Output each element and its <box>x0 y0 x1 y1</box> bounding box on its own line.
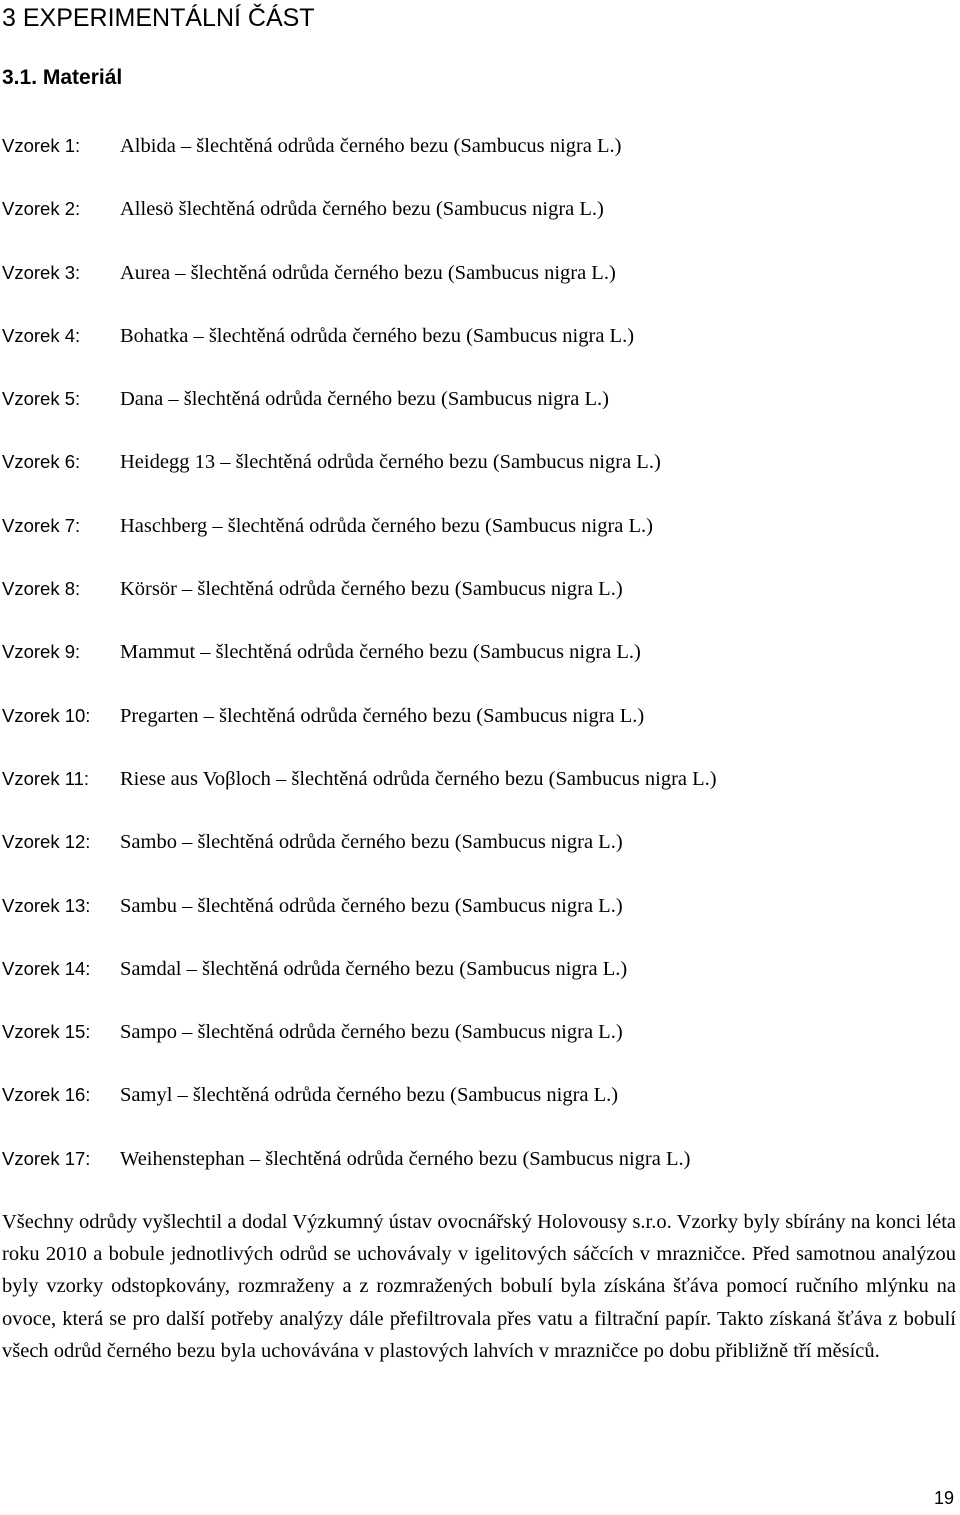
sample-item <box>2 574 952 637</box>
sample-item <box>2 891 952 954</box>
sample-item <box>2 447 952 510</box>
sample-label: Vzorek 4: <box>2 324 81 346</box>
sample-description: Sampo – šlechtěná odrůda černého bezu (Sambucus nigra L.) <box>120 1021 623 1044</box>
sample-item <box>2 194 952 257</box>
sample-description: Aurea – šlechtěná odrůda černého bezu (Sambucus nigra L.) <box>120 261 616 284</box>
sample-description: Körsör – šlechtěná odrůda černého bezu (Sambucus nigra L.) <box>120 578 623 601</box>
section-title: 3.1. Materiál <box>2 66 123 89</box>
sample-item <box>2 384 952 447</box>
sample-description: Samdal – šlechtěná odrůda černého bezu (Sambucus nigra L.) <box>120 957 628 980</box>
sample-item <box>2 131 952 194</box>
sample-label: Vzorek 13: <box>2 894 91 916</box>
sample-label: Vzorek 12: <box>2 831 91 853</box>
sample-label: Vzorek 2: <box>2 198 81 220</box>
sample-label: Vzorek 7: <box>2 514 81 536</box>
sample-description: Albida – šlechtěná odrůda černého bezu (Sambucus nigra L.) <box>120 135 622 157</box>
page-number: 19 <box>933 1488 954 1508</box>
sample-description: Allesö šlechtěná odrůda černého bezu (Sambucus nigra L.) <box>120 198 604 221</box>
sample-description: Weihenstephan – šlechtěná odrůda černého bezu (Sambucus nigra L.) <box>120 1147 691 1170</box>
sample-label: Vzorek 11: <box>2 767 90 789</box>
sample-item <box>2 764 952 827</box>
chapter-title: 3 EXPERIMENTÁLNÍ ČÁST <box>2 4 315 32</box>
sample-label: Vzorek 16: <box>2 1084 91 1106</box>
sample-item <box>2 511 952 574</box>
sample-item <box>2 827 952 890</box>
sample-label: Vzorek 5: <box>2 388 81 410</box>
sample-description: Sambu – šlechtěná odrůda černého bezu (Sambucus nigra L.) <box>120 894 623 917</box>
sample-item <box>2 321 952 384</box>
sample-item <box>2 1017 952 1080</box>
sample-description: Mammut – šlechtěná odrůda černého bezu (Sambucus nigra L.) <box>120 641 641 664</box>
sample-label: Vzorek 3: <box>2 261 81 283</box>
sample-description: Dana – šlechtěná odrůda černého bezu (Sambucus nigra L.) <box>120 388 609 411</box>
sample-label: Vzorek 17: <box>2 1147 91 1169</box>
sample-label: Vzorek 8: <box>2 578 81 600</box>
sample-label: Vzorek 1: <box>2 135 81 156</box>
sample-list <box>2 131 952 1207</box>
sample-item <box>2 258 952 321</box>
sample-description: Riese aus Voβloch – šlechtěná odrůda černého bezu (Sambucus nigra L.) <box>120 767 717 790</box>
sample-label: Vzorek 6: <box>2 451 81 473</box>
sample-item <box>2 954 952 1017</box>
sample-description: Sambo – šlechtěná odrůda černého bezu (Sambucus nigra L.) <box>120 831 623 854</box>
sample-label: Vzorek 14: <box>2 957 91 979</box>
sample-label: Vzorek 10: <box>2 704 91 726</box>
sample-label: Vzorek 9: <box>2 641 81 663</box>
sample-description: Heidegg 13 – šlechtěná odrůda černého bezu (Sambucus nigra L.) <box>120 451 661 474</box>
sample-item <box>2 1080 952 1143</box>
sample-description: Pregarten – šlechtěná odrůda černého bezu (Sambucus nigra L.) <box>120 704 645 727</box>
sample-item <box>2 701 952 764</box>
sample-label: Vzorek 15: <box>2 1021 91 1043</box>
sample-item <box>2 1144 952 1207</box>
sample-description: Bohatka – šlechtěná odrůda černého bezu (Sambucus nigra L.) <box>120 324 635 347</box>
sample-description: Samyl – šlechtěná odrůda černého bezu (Sambucus nigra L.) <box>120 1084 619 1107</box>
body-paragraph: Všechny odrůdy vyšlechtil a dodal Výzkumný ústav ovocnářský Holovousy s.r.o. Vzorky byly sbírány na konci léta roku 2010 a bobule jednotlivých odrůd se uchovávaly v igelitových sáčcích v mrazničce. Před samotnou analýzou byly vzorky odstopkovány, rozmraženy a z rozmražených bobulí byla získána šťáva pomocí ručního mlýnku na ovoce, která se pro další potřeby analýzy dále přefiltrovala přes vatu a filtrační papír. Takto získaná šťáva z bobulí všech odrůd černého bezu byla uchovávána v plastových lahvích v mrazničce po dobu přibližně tří měsíců. <box>2 1211 956 1362</box>
sample-item <box>2 637 952 700</box>
sample-description: Haschberg – šlechtěná odrůda černého bezu (Sambucus nigra L.) <box>120 514 653 537</box>
